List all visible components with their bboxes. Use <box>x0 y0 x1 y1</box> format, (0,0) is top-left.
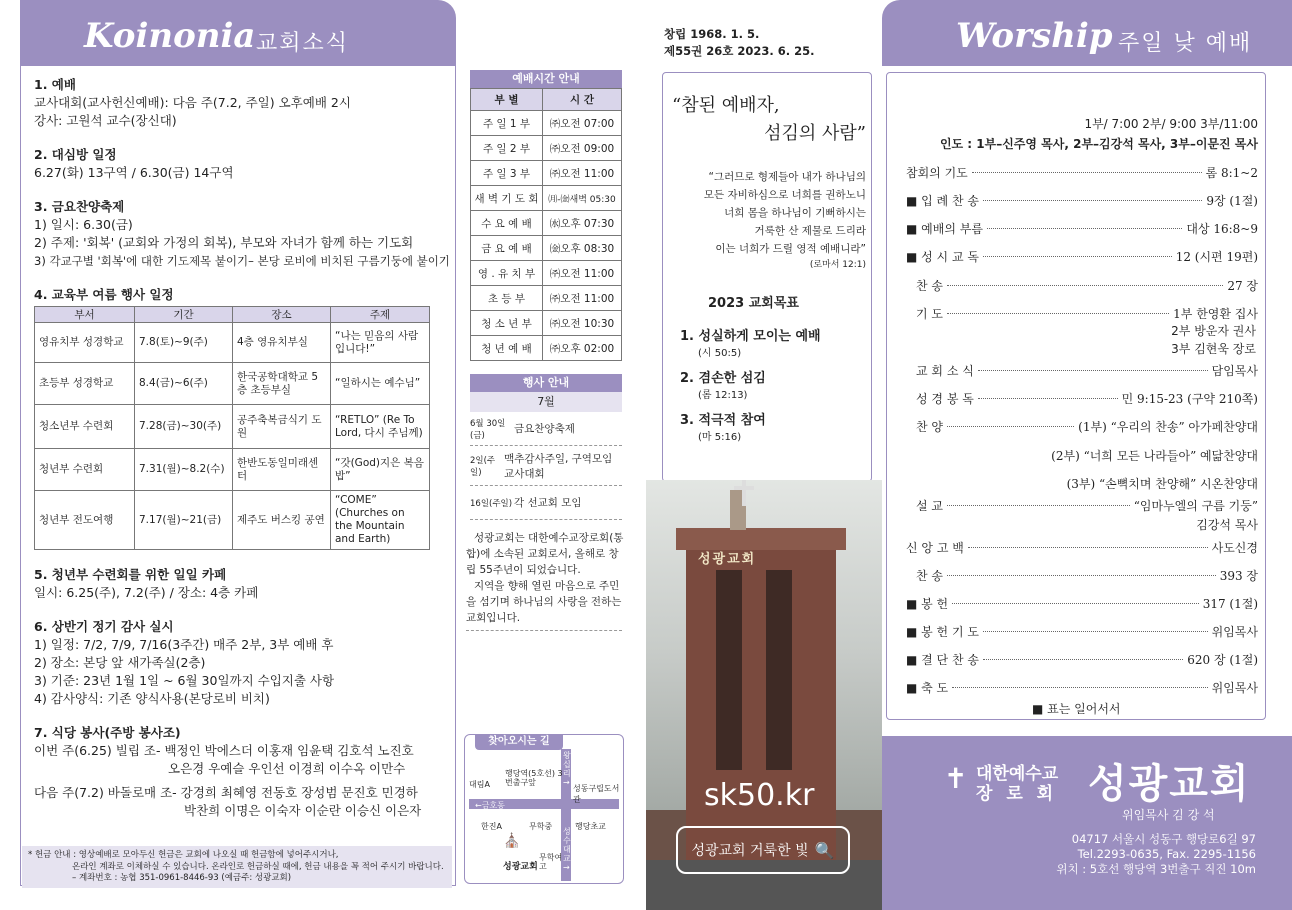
goals-list: 1. 성실하게 모이는 예배 (시 50:5) 2. 겸손한 섬김 (롬 12:13) 3. 적극적 참여 (마 5:16) <box>680 329 821 443</box>
order-item: ■ 결 단 찬 송 620 장 (1절) <box>906 652 1258 667</box>
news-section-3: 3. 금요찬양축제 1) 일시: 6.30(금) 2) 주제: '회복' (교회와 가정의 회복), 부모와 자녀가 함께 하는 기도회 3) 각교구별 '회복'에 대한 기도제목 붙이기– 본당 로비에 비치된 구름기둥에 붙이기 <box>34 199 450 268</box>
church-icon: ⛪ <box>503 833 521 849</box>
scripture-verse: “그러므로 형제들아 내가 하나님의 모든 자비하심으로 너희를 권하노니 너희 몸을 하나님이 기뻐하시는 거룩한 산 제물로 드리라 이는 너희가 드릴 영적 예배니라” (로마서 12:1) <box>703 171 866 270</box>
sermon-title: “참된 예배자, 섬김의 사람” <box>672 95 866 144</box>
church-name: 성광교회 <box>1088 761 1251 807</box>
table-row: 금 요 예 배 ㈮오후 08:30 <box>471 236 622 261</box>
church-search-box[interactable]: 성광교회 거룩한 빛 🔍 <box>676 826 850 874</box>
koinonia-brand: Koinonia <box>84 16 256 56</box>
order-item: ■ 성 시 교 독 12 (시편 19편) <box>906 249 1258 264</box>
order-item: 찬 송 393 장 <box>916 568 1258 583</box>
order-item: ■ 봉 헌 기 도 위임목사 <box>906 624 1258 639</box>
table-row: 청소년부 수련회 7.28(금)~30(주) 공주축복금식기 도원 “RETLO” (Re To Lord, 다시 주님께) <box>35 405 430 449</box>
table-row: 영 . 유 치 부 ㈜오전 11:00 <box>471 261 622 286</box>
table-row: 주 일 1 부 ㈜오전 07:00 <box>471 111 622 136</box>
table-row: 주 일 3 부 ㈜오전 11:00 <box>471 161 622 186</box>
table-row: 초 등 부 ㈜오전 11:00 <box>471 286 622 311</box>
table-row: 영유치부 성경학교 7.8(토)~9(주) 4층 영유치부실 “나는 믿음의 사람 입니다!” <box>35 323 430 363</box>
goals-title: 2023 교회목표 <box>708 296 799 311</box>
preacher: 김강석 목사 <box>1196 518 1258 532</box>
prayer-leaders: 2부 방운자 권사 3부 김현욱 장로 <box>1171 324 1256 356</box>
search-icon: 🔍 <box>814 840 835 860</box>
order-item: 교 회 소 식 담임목사 <box>916 363 1258 378</box>
order-item: ■ 예배의 부름 대상 16:8~9 <box>906 221 1258 236</box>
offering-note: * 헌금 안내 : 영상예배로 모아두신 헌금은 교회에 나오실 때 헌금함에 넣어주시거나, 온라인 계좌로 이체하실 수 있습니다. 온라인로 헌금하실 때에, 헌금 내용을 꼭 적어 주시기 바랍니다. – 계좌번호 : 농협 351-0961-8446-93 (예금주: 성광교회) <box>22 846 452 888</box>
list-item: 2일(주일) 맥추감사주일, 구역모임 교사대회 <box>470 446 622 486</box>
table-row: 청년부 수련회 7.31(월)~8.2(수) 한반도동일미래센터 “갓(God)지은 복음밥” <box>35 449 430 491</box>
church-sign: 성광교회 <box>698 552 757 567</box>
table-row: 청년부 전도여행 7.17(월)~21(금) 제주도 버스킹 공연 “COME” (Churches on the Mountain and Earth) <box>35 491 430 550</box>
events: 행사 안내 7월 6월 30일(금) 금요찬양축제 2일(주일) 맥추감사주일, 구역모임 교사대회 16일(주일) 각 선교회 모임 <box>470 374 622 520</box>
table-row: 주 일 2 부 ㈜오전 09:00 <box>471 136 622 161</box>
order-item: 찬 송 27 장 <box>916 278 1258 293</box>
worship-subtitle: 주일 낮 예배 <box>1118 31 1253 56</box>
news-section-2: 2. 대심방 일정 6.27(화) 13구역 / 6.30(금) 14구역 <box>34 147 234 180</box>
order-item: 찬 양 (1부) “우리의 찬송” 아가페찬양대 <box>916 419 1258 434</box>
table-row: 청 년 예 배 ㈜오후 02:00 <box>471 336 622 361</box>
cross-logo-icon: ✝ <box>944 762 968 795</box>
news-section-6: 6. 상반기 정기 감사 실시 1) 일정: 7/2, 7/9, 7/16(3주간) 매주 2부, 3부 예배 후 2) 장소: 본당 앞 새가족실(2층) 3) 기준: 23년 1월 1일 ~ 6월 30일까지 수입지출 사항 4) 감사양식: 기존 양식사용(본당로비 비치) <box>34 619 335 706</box>
table-row: 초등부 성경학교 8.4(금)~6(주) 한국공학대학교 5층 초등부실 “일하시는 예수님” <box>35 363 430 405</box>
church-photo <box>646 480 882 910</box>
news-section-4: 4. 교육부 여름 행사 일정 <box>34 287 174 302</box>
education-table: 부서 기간 장소 주제 영유치부 성경학교 7.8(토)~9(주) 4층 영유치부실 “나는 믿음의 사람 입니다!” 초등부 성경학교 8.4(금)~6(주) 한국공학대학교 5층 초등부실 “일하시는 예수님” 청소년부 수련회 7.28(금)~30(주) 공주축복금식기 도원 “RETLO” (Re To Lord, 다시 주님께) 청년부 수련회 7.31(월)~8.2(수) 한반도동일미래센터 “갓(God)지은 복음밥” 청년부 전도여행 7.17(월)~21(금) 제주도 버스킹 공연 “COME” (Churches on the Mountain and Earth) <box>34 306 430 550</box>
order-item: 신 앙 고 백 사도신경 <box>906 540 1258 555</box>
list-item: 16일(주일) 각 선교회 모임 <box>470 486 622 520</box>
worship-brand: Worship <box>956 16 1113 56</box>
order-item: 기 도 1부 한영환 집사 <box>916 306 1258 321</box>
koinonia-header <box>20 0 456 66</box>
church-intro: 성광교회는 대한예수교장로회(통합)에 소속된 교회로서, 올해로 창립 55주년이 되었습니다. 지역을 향해 열린 마음으로 주민을 섬기며 하나님의 사랑을 전하는 교회입니다. <box>466 532 624 624</box>
order-item: 설 교 “임마누엘의 구름 기둥” <box>916 498 1258 513</box>
church-url[interactable]: sk50.kr <box>704 778 815 813</box>
koinonia-subtitle: 교회소식 <box>256 31 350 56</box>
edition-info: 창립 1968. 1. 5. 제55권 26호 2023. 6. 25. <box>664 27 815 58</box>
news-section-5: 5. 청년부 수련회를 위한 일일 카페 일시: 6.25(주), 7.2(주) / 장소: 4층 카페 <box>34 567 259 600</box>
church-footer <box>882 736 1292 910</box>
pastor: 위임목사 김 강 석 <box>1122 808 1215 822</box>
divider <box>466 630 622 631</box>
worship-times: 예배시간 안내 부 별 시 간 주 일 1 부 ㈜오전 07:00 주 일 2 부 ㈜오전 09:00 주 일 3 부 ㈜오전 11:00 새 벽 기 도 회 ㈪-㈮새벽 05:30 수 요 예 배 ㈬오후 07:30 금 요 예 배 ㈮오후 08:30 영 . 유 치 부 ㈜오전 11:00 초 등 부 ㈜오전 11:00 청 소 년 부 ㈜오전 10:30 청 년 예 배 ㈜오후 02:00 <box>470 70 622 361</box>
choirs: (2부) “너희 모든 나라들아” 예닮찬양대 (3부) “손뼉치며 찬양해” 시온찬양대 <box>1051 449 1258 491</box>
standing-legend: ■ 표는 일어서서 <box>1032 702 1121 716</box>
address: 04717 서울시 성동구 행당로6길 97 Tel.2293-0635, Fax. 2295-1156 위치 : 5호선 행당역 3번출구 직진 10m <box>1056 832 1256 876</box>
denomination: 대한예수교 장 로 회 <box>976 764 1059 804</box>
order-item: 참회의 기도 롬 8:1~2 <box>906 165 1258 180</box>
worship-header <box>882 0 1292 66</box>
order-item: ■ 입 례 찬 송 9장 (1절) <box>906 193 1258 208</box>
order-item: ■ 축 도 위임목사 <box>906 680 1258 695</box>
news-section-1: 1. 예배 교사대회(교사헌신예배): 다음 주(7.2, 주일) 오후예배 2시 강사: 고원석 교수(장신대) <box>34 77 351 128</box>
news-section-7: 7. 식당 봉사(주방 봉사조) 이번 주(6.25) 빌립 조- 백정인 박에스더 이홍재 임윤택 김호석 노진호 오은경 우예슬 우인선 이경희 이수옥 이만수 다음 주(7.2) 바돌로매 조- 강경희 최혜영 전동호 장성범 문진호 민경하 박찬희 이명은 이숙자 이순란 이승신 이은자 <box>34 725 422 818</box>
order-item: ■ 봉 헌 317 (1절) <box>906 596 1258 611</box>
table-row: 수 요 예 배 ㈬오후 07:30 <box>471 211 622 236</box>
table-row: 청 소 년 부 ㈜오전 10:30 <box>471 311 622 336</box>
table-row: 새 벽 기 도 회 ㈪-㈮새벽 05:30 <box>471 186 622 211</box>
service-times: 1부/ 7:00 2부/ 9:00 3부/11:00 인도 : 1부–신주영 목사, 2부–김강석 목사, 3부–이문진 목사 <box>939 117 1258 151</box>
directions-map: 찾아오시는 길 대림A 행당역(5호선) 3번출구앞 성동구립도서관 ←금호동 왕십리→ 한진A 무학중 행당초교 ⛪ 성광교회 무학여고 성수대교→ <box>464 734 624 884</box>
order-item: 성 경 봉 독 민 9:15-23 (구약 210쪽) <box>916 391 1258 406</box>
list-item: 6월 30일(금) 금요찬양축제 <box>470 412 622 446</box>
